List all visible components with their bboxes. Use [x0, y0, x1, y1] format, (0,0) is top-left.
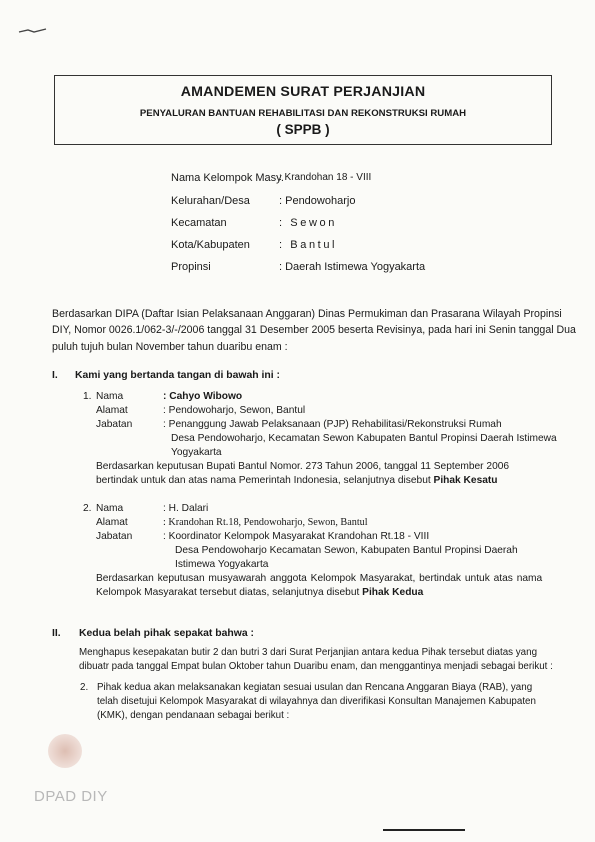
party1-jabatan-cont: Yogyakarta: [171, 447, 222, 458]
info-value: : Pendowoharjo: [279, 195, 356, 207]
party1-alamat-label: Alamat: [96, 405, 128, 416]
party1-alamat: : Pendowoharjo, Sewon, Bantul: [163, 405, 306, 416]
seal-stamp: [48, 734, 82, 768]
intro-paragraph: Berdasarkan DIPA (Daftar Isian Pelaksanaan Anggaran) Dinas Permukiman dan Prasarana Wilayah Propinsi DIY, Nomor 0026.1/062-3/-/2006 tanggal 31 Desember 2005 beserta Revisinya, pada hari ini Senin tanggal Dua puluh tujuh bulan November tahun duaribu enam :: [52, 308, 576, 353]
party1-jabatan: : Penanggung Jawab Pelaksanaan (PJP) Rehabilitasi/Rekonstruksi Rumah: [163, 419, 502, 430]
section-2-heading: Kedua belah pihak sepakat bahwa :: [79, 628, 254, 639]
section-1-number: I.: [52, 370, 58, 381]
info-label: Nama Kelompok Masy.: [171, 172, 284, 184]
party1-basis-text: bertindak untuk dan atas nama Pemerintah Indonesia, selanjutnya disebut: [96, 475, 434, 486]
party1-nama-label: Nama: [96, 391, 124, 402]
section-2-item-text: Pihak kedua akan melaksanakan kegiatan sesuai usulan dan Rencana Anggaran Biaya (RAB), yang: [97, 682, 533, 693]
party2-jabatan: : Koordinator Kelompok Masyarakat Krandohan Rt.18 - VIII: [163, 531, 430, 542]
party2-basis-line2: [96, 587, 423, 598]
party1-basis: Berdasarkan keputusan Bupati Bantul Nomor. 273 Tahun 2006, tanggal 11 September 2006: [96, 461, 510, 472]
watermark: DPAD DIY: [34, 788, 108, 805]
party1-jabatan-label: Jabatan: [96, 419, 133, 430]
document-title: AMANDEMEN SURAT PERJANJIAN: [180, 84, 426, 100]
info-label: Kecamatan: [171, 217, 227, 229]
party2-nama: : H. Dalari: [163, 503, 209, 514]
party2-jabatan-label: Jabatan: [96, 531, 133, 542]
pen-mark: [18, 28, 48, 34]
section-2-item-number: 2.: [80, 682, 89, 693]
signature-line: [383, 829, 465, 831]
title-box: [54, 75, 552, 145]
section-2-para1-cont: dibuatr pada tanggal Empat bulan Oktober tahun Duaribu enam, dan menggantinya menjadi sebagai berikut :: [79, 661, 553, 672]
info-value: : Krandohan 18 - VIII: [279, 172, 372, 183]
info-label: Propinsi: [171, 261, 211, 273]
party1-number: 1.: [83, 391, 92, 402]
party2-basis-text: Kelompok Masyarakat tersebut diatas, selanjutnya disebut: [96, 587, 363, 598]
party1-jabatan-cont: Desa Pendowoharjo, Kecamatan Sewon Kabupaten Bantul Propinsi Daerah Istimewa: [171, 433, 557, 444]
document-subtitle: PENYALURAN BANTUAN REHABILITASI DAN REKONSTRUKSI RUMAH: [139, 108, 467, 119]
section-1-heading: Kami yang bertanda tangan di bawah ini :: [75, 370, 280, 381]
section-2-item-text: telah disetujui Kelompok Masyarakat di wilayahnya dan diverifikasi Konsultan Manajemen Kabupaten: [97, 696, 536, 707]
party1-basis-line2: [96, 475, 498, 486]
info-value: : Bantul: [279, 239, 338, 251]
party2-jabatan-cont: Desa Pendowoharjo Kecamatan Sewon, Kabupaten Bantul Propinsi Daerah: [175, 545, 518, 556]
section-2-number: II.: [52, 628, 61, 639]
info-label: Kelurahan/Desa: [171, 195, 250, 207]
party1-role: Pihak Kesatu: [433, 475, 498, 486]
section-2-para1: Menghapus kesepakatan butir 2 dan butri 3 dari Surat Perjanjian antara kedua Pihak tersebut diatas yang: [79, 647, 538, 658]
section-2-item-text: (KMK), dengan pendanaan sebagai berikut :: [97, 710, 290, 721]
party2-alamat: : Krandohan Rt.18, Pendowoharjo, Sewon, Bantul: [163, 517, 368, 528]
party1-nama: : Cahyo Wibowo: [163, 391, 243, 402]
party2-basis: Berdasarkan keputusan musyawarah anggota Kelompok Masyarakat, bertindak untuk atas nama: [96, 573, 543, 584]
party2-role: Pihak Kedua: [362, 587, 424, 598]
document-code: ( SPPB ): [276, 122, 330, 137]
party2-jabatan-cont: Istimewa Yogyakarta: [175, 559, 269, 570]
info-value: : Daerah Istimewa Yogyakarta: [279, 261, 426, 273]
info-value: : Sewon: [279, 217, 337, 229]
party2-alamat-label: Alamat: [96, 517, 128, 528]
party2-nama-label: Nama: [96, 503, 124, 514]
party2-number: 2.: [83, 503, 92, 514]
info-label: Kota/Kabupaten: [171, 239, 250, 251]
